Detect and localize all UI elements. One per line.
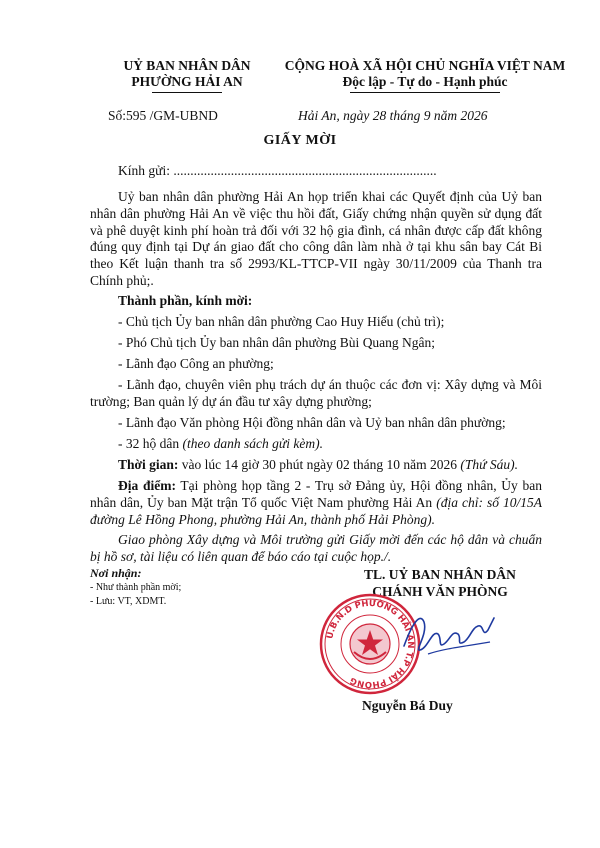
place-address: (địa chỉ: số 10/15A đường Lê Hồng Phong, phường Hải An, thành phố Hải Phòng). <box>90 494 543 527</box>
recipient-line: Kính gửi: .............................................................................. <box>118 163 437 178</box>
place-text: Tại phòng họp tầng 2 - Trụ sở Đảng ủy, Hội đồng nhân, Ủy ban nhân dân, Ủy ban Mặt trận Tổ quốc Việt Nam phường Hải An <box>90 478 542 510</box>
recipients-item: - Như thành phần mời; <box>90 582 182 593</box>
agency-line-1: UỶ BAN NHÂN DÂN <box>123 58 251 73</box>
closing-paragraph: Giao phòng Xây dựng và Môi trường gửi Giấy mời đến các hộ dân và chuẩn bị hồ sơ, tài liệu có liên quan để báo cáo tại cuộc họp./. <box>90 532 542 564</box>
participants-heading: Thành phần, kính mời: <box>118 293 253 308</box>
signer-name: Nguyễn Bá Duy <box>362 698 453 713</box>
time-label: Thời gian: <box>118 457 179 472</box>
households-note: (theo danh sách gửi kèm). <box>182 436 323 451</box>
households-text: - 32 hộ dân <box>118 436 180 451</box>
document-title: GIẤY MỜI <box>263 133 337 148</box>
nation-line-2: Độc lập - Tự do - Hạnh phúc <box>342 74 508 89</box>
place-label: Địa điểm: <box>118 478 176 493</box>
recipients-heading: Nơi nhận: <box>90 566 142 580</box>
participant-item: - Lãnh đạo Công an phường; <box>118 356 274 371</box>
intro-paragraph: Uỷ ban nhân dân phường Hải An họp triển khai các Quyết định của Uỷ ban nhân dân phường Hải An về việc thu hồi đất, Giấy chứng nhận quyền sử dụng đất và phê duyệt kinh phí hoàn trả đối với 32 hộ gia đình, cá nhân được cấp đất không đúng quy định tại Dự án giao đất cho công dân làm nhà ở tại khu sân bay Cát Bi theo Kết luận thanh tra số 2993/KL-TTCP-VII ngày 30/11/2009 của Thanh tra Chính phủ;. <box>90 189 542 288</box>
signature-authority: TL. UỶ BAN NHÂN DÂN <box>364 567 516 582</box>
time-line <box>90 457 542 474</box>
participant-item: - Lãnh đạo, chuyên viên phụ trách dự án thuộc các đơn vị: Xây dựng và Môi trường; Ban quản lý dự án đầu tư xây dựng phường; <box>90 377 542 409</box>
handwritten-signature-icon <box>398 604 498 662</box>
document-number: Số:595 /GM-UBND <box>108 108 218 123</box>
motto-underline <box>350 92 500 93</box>
seal-text: U.B.N.D PHƯỜNG HẢI AN T.P HẢI PHÒNG <box>325 598 416 690</box>
signature-position: CHÁNH VĂN PHÒNG <box>372 584 508 599</box>
issuing-agency <box>92 58 282 90</box>
households-line <box>90 436 542 453</box>
recipients-item: - Lưu: VT, XDMT. <box>90 596 167 607</box>
participant-item: - Phó Chủ tịch Ủy ban nhân dân phường Bùi Quang Ngân; <box>118 335 436 350</box>
participant-item: - Lãnh đạo Văn phòng Hội đồng nhân dân và Uỷ ban nhân dân phường; <box>118 415 506 430</box>
time-day: (Thứ Sáu). <box>460 457 518 472</box>
agency-underline <box>152 92 222 93</box>
participant-item: - Chủ tịch Ủy ban nhân dân phường Cao Huy Hiếu (chủ trì); <box>118 314 445 329</box>
time-text: vào lúc 14 giờ 30 phút ngày 02 tháng 10 năm 2026 <box>181 457 457 472</box>
nation-line-1: CỘNG HOÀ XÃ HỘI CHỦ NGHĨA VIỆT NAM <box>284 58 566 73</box>
place-date: Hải An, ngày 28 tháng 9 năm 2026 <box>298 108 488 123</box>
agency-line-2: PHƯỜNG HẢI AN <box>131 74 243 89</box>
place-paragraph <box>90 478 542 528</box>
national-motto <box>270 58 580 90</box>
